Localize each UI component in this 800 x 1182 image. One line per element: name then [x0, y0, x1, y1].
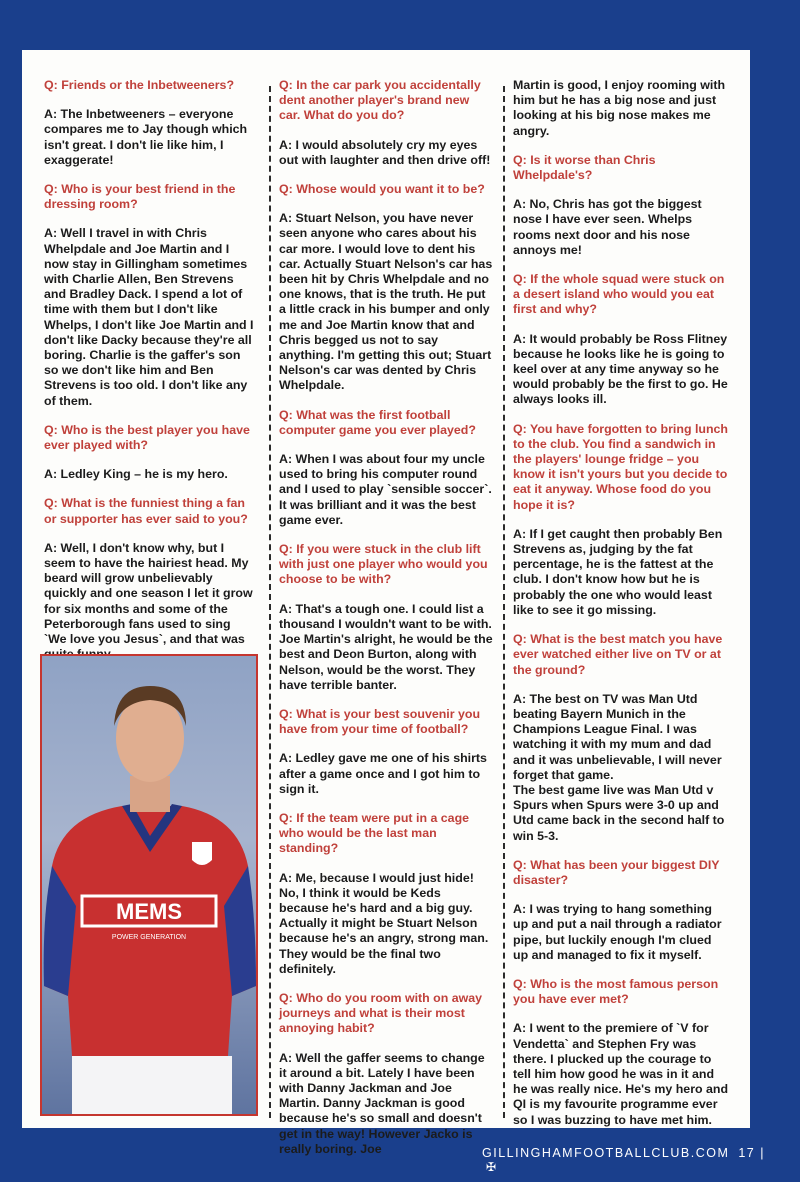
club-crest-icon: [192, 842, 212, 865]
answer: A: Stuart Nelson, you have never seen anyone who cares about his car more. I would love to dent his car. Actually Stuart Nelson's car has been hit by Chris Whelpdale and no one knows, that is the truth. He put a little crack in his bumper and only me and Joe Martin know that and Chris begged us not to say anything. I'm getting this out; Stuart Nelson's car was dented by Chris Whelpdale.: [279, 211, 493, 393]
answer: A: I would absolutely cry my eyes out with laughter and then drive off!: [279, 137, 491, 167]
shirt-sponsor: MEMS: [116, 899, 182, 924]
question: Q: Who is your best friend in the dressing room?: [44, 182, 236, 212]
answer-continued: Martin is good, I enjoy rooming with him but he has a big nose and just looking at his big nose makes me angry.: [513, 78, 726, 138]
player-photo: [40, 654, 258, 1116]
footer-separator: |: [760, 1146, 765, 1160]
answer: A: Ledley King – he is my hero.: [44, 467, 228, 482]
question: Q: Who is the best player you have ever played with?: [44, 422, 250, 453]
answer: A: The best on TV was Man Utd beating Bayern Munich in the Champions League Final. I was watching it with my mum and dad and it was unbelievable, I will never forget that game. The best game live was Man Utd v Spurs when Spurs were 3-0 up and Utd came back in the second half to win 5-3.: [513, 691, 725, 843]
answer: A: If I get caught then probably Ben Strevens as, judging by the fat percentage, he is the fattest at the club. I don't know how but he is probably the one who would least like to see it go missing.: [513, 526, 723, 617]
question: Q: Who is the most famous person you have ever met?: [513, 976, 719, 1007]
answer: A: The Inbetweeners – everyone compares me to Jay though which isn't great. I don't lie like him, I exaggerate!: [44, 107, 248, 167]
answer: A: That's a tough one. I could list a thousand I wouldn't want to be with. Joe Martin's alright, he would be the best and Deon Burton, along with Nelson, would be the worst. They have terrible banter.: [279, 601, 493, 692]
question: Q: What is your best souvenir you have from your time of football?: [279, 706, 481, 737]
crest-icon: ✠: [486, 1160, 498, 1174]
question: Q: What is the best match you have ever watched either live on TV or at the ground?: [513, 632, 723, 677]
answer: A: Me, because I would just hide! No, I think it would be Keds because he's hard and a big guy. Actually it might be Stuart Nelson because he's an angry, strong man. They would be the final two definitely.: [279, 870, 489, 976]
shirt-sponsor-sub: POWER GENERATION: [111, 934, 187, 941]
answer: A: I went to the premiere of `V for Vendetta` and Stephen Fry was there. I plucked up the courage to tell him how good he was in it and he was really nice. He's my hero and QI is my favourite programme ever so I was buzzing to have met him.: [513, 1021, 729, 1127]
qa-list: [44, 78, 256, 663]
answer: A: Well the gaffer seems to change it around a bit. Lately I have been with Danny Jackman and Joe Martin. Danny Jackman is good because he's so small and doesn't get in the way! However Jacko is really boring. Joe: [279, 1050, 485, 1156]
question: Q: If the team were put in a cage who would be the last man standing?: [279, 810, 470, 856]
answer: A: Ledley gave me one of his shirts after a game once and I got him to sign it.: [279, 751, 487, 796]
column-divider: [503, 86, 505, 1118]
qa-list: [513, 153, 729, 1128]
answer: A: It would probably be Ross Flitney because he looks like he is going to keel over at any time anyway so he would probably be the first to go. He always looks ill.: [513, 331, 728, 407]
question: Q: In the car park you accidentally dent another player's brand new car. What do you do?: [279, 78, 481, 123]
question: Q: What was the first football computer game you ever played?: [279, 407, 476, 437]
footer-website: GILLINGHAMFOOTBALLCLUB.COM: [482, 1146, 730, 1160]
column-2: [279, 78, 493, 1171]
column-3: [513, 78, 729, 1142]
question: Q: What has been your biggest DIY disaster?: [513, 857, 720, 887]
column-divider: [269, 86, 271, 1118]
page-footer: [482, 1146, 782, 1174]
answer: A: Well, I don't know why, but I seem to have the hairiest head. My beard will grow unbelievably quickly and one season I let it grow for six months and some of the Peterborough fans used to sing `We love you Jesus`, and that was: [44, 540, 253, 647]
answer: A: I was trying to hang something up and put a nail through a radiator pipe, but luckily enough I'm clued up and managed to fix it myself.: [513, 902, 722, 962]
question: Q: If the whole squad were stuck on a desert island who would you eat first and why?: [513, 272, 725, 317]
question: Q: Friends or the Inbetweeners?: [44, 78, 235, 92]
question: Q: What is the funniest thing a fan or supporter has ever said to you?: [44, 496, 248, 526]
qa-list: [279, 78, 493, 1157]
answer: A: When I was about four my uncle used to bring his computer round and I used to play `sensible soccer`. It was brilliant and it was the best game ever.: [279, 452, 492, 527]
page-number: 17: [738, 1146, 756, 1160]
question: Q: You have forgotten to bring lunch to the club. You find a sandwich in the players' lounge fridge – you know it isn't yours but you decide to eat it anyway. Whose food do you hope it is?: [513, 421, 728, 512]
answer: A: No, Chris has got the biggest nose I have ever seen. Whelps rooms next door and his nose annoys me!: [513, 197, 702, 257]
column-1: [44, 78, 256, 677]
question: Q: Who do you room with on away journeys and what is their most annoying habit?: [279, 990, 483, 1036]
question: Q: Whose would you want it to be?: [279, 182, 485, 197]
answer: A: Well I travel in with Chris Whelpdale and Joe Martin and I now stay in Gillingham sometimes with Charlie Allen, Ben Strevens and Bradley Dack. I spend a lot of time with them but I don't like Whelps, I don't like Joe Martin and I don't like Dacky because they're all boring. Charlie is the gaffer's son so we don't like him and Ben Strevens is too old. I don't like any of them.: [44, 226, 254, 408]
question: Q: Is it worse than Chris Whelpdale's?: [513, 152, 656, 183]
question: Q: If you were stuck in the club lift with just one player who would you choose to be with?: [279, 542, 488, 587]
